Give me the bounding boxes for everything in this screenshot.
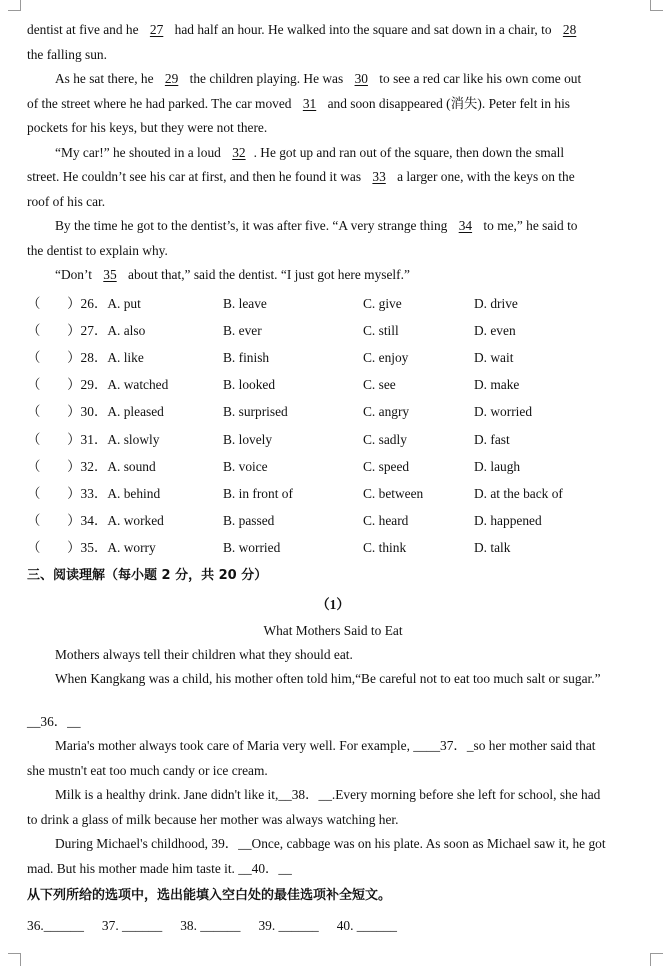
option-c: C. sadly: [363, 431, 407, 447]
option-b: B. leave: [223, 295, 267, 311]
numbered-blank: 32: [232, 144, 246, 160]
option-a: A. behind: [107, 485, 161, 501]
option-b: B. ever: [223, 322, 262, 338]
option-b: B. finish: [223, 349, 270, 365]
option-c: C. angry: [363, 404, 410, 420]
answer-blank: 38. ______: [180, 918, 241, 934]
option-a: A. like: [107, 349, 144, 365]
answer-blank: 40. ______: [336, 918, 397, 934]
text-run: the dentist to explain why.: [27, 242, 168, 258]
option-d: D. talk: [474, 540, 511, 556]
text-line: [27, 116, 639, 141]
line-gap: [27, 692, 639, 710]
question-label: （ ）32．: [27, 458, 108, 474]
option-b: B. lovely: [223, 431, 273, 447]
question-label: （ ）31．: [27, 431, 108, 447]
question-number: [27, 480, 223, 507]
text-run: By the time he got to the dentist’s, it was after five. “A very strange thing: [55, 218, 451, 233]
text-line: [27, 759, 639, 784]
section-title: 三、阅读理解（每小题 2 分，共 20 分）: [27, 567, 268, 583]
text-line: [27, 165, 639, 190]
option-c: C. heard: [363, 513, 409, 529]
text-line: [27, 67, 639, 92]
question-label: （ ）34．: [27, 513, 108, 529]
numbered-blank: 34: [458, 218, 473, 233]
question-number: [27, 290, 223, 317]
options-list: [27, 290, 639, 562]
text-run: “My car!” he shouted in a loud: [55, 144, 225, 160]
option-b: B. voice: [223, 458, 268, 474]
option-c: C. speed: [363, 458, 410, 474]
corner-mark: [650, 0, 663, 11]
text-line: [27, 239, 639, 264]
question-number: [27, 344, 223, 371]
option-a: A. watched: [107, 377, 169, 393]
text-line: [27, 832, 639, 857]
option-a: A. also: [107, 322, 146, 338]
text-run: “Don’t: [55, 267, 96, 282]
option-a: A. sound: [107, 458, 156, 474]
option-row: [27, 534, 639, 561]
corner-mark: [8, 953, 21, 966]
option-c: C. enjoy: [363, 349, 409, 365]
question-number: [27, 507, 223, 534]
question-number: [27, 398, 223, 425]
text-line: [27, 667, 639, 692]
text-run: pockets for his keys, but they were not there.: [27, 120, 268, 135]
text-line: [27, 92, 639, 117]
option-b: B. looked: [223, 377, 276, 393]
text-run: dentist at five and he: [27, 22, 142, 37]
option-c: C. between: [363, 485, 424, 501]
story-title: What Mothers Said to Eat: [263, 622, 403, 638]
option-row: [27, 317, 639, 344]
option-c: C. think: [363, 540, 407, 556]
option-d: D. drive: [474, 295, 518, 311]
text-run: to see a red car like his own come out: [375, 71, 582, 86]
text-line: [27, 734, 639, 759]
text-run: the children playing. He was: [186, 71, 347, 86]
text-line: [27, 263, 639, 288]
option-a: A. put: [107, 295, 141, 311]
option-b: B. in front of: [223, 485, 293, 501]
question-number: [27, 426, 223, 453]
question-label: （ ）26．: [27, 295, 108, 311]
text-line: [27, 857, 639, 882]
question-label: （ ）29．: [27, 377, 108, 393]
corner-mark: [8, 0, 21, 11]
option-a: A. worry: [107, 540, 156, 556]
option-d: D. fast: [474, 431, 510, 447]
option-b: B. worried: [223, 540, 281, 556]
text-line: [27, 643, 639, 668]
text-run: mad. But his mother made him taste it. __40．__: [27, 860, 292, 876]
option-row: [27, 426, 639, 453]
text-run: and soon disappeared (消失). Peter felt in his: [324, 95, 571, 111]
option-row: [27, 453, 639, 480]
question-number: [27, 371, 223, 398]
option-d: D. make: [474, 377, 520, 393]
question-number: [27, 317, 223, 344]
question-label: （ ）28．: [27, 349, 108, 365]
cloze-passage: [27, 18, 639, 288]
text-run: of the street where he had parked. The car moved: [27, 95, 295, 111]
option-b: B. passed: [223, 513, 275, 529]
option-c: C. give: [363, 295, 402, 311]
text-run: to me,” he said to: [480, 218, 578, 233]
option-b: B. surprised: [223, 404, 288, 420]
option-a: A. slowly: [107, 431, 160, 447]
text-run: When Kangkang was a child, his mother often told him,“Be careful not to eat too much salt or sugar.”: [55, 671, 601, 687]
text-run: During Michael's childhood, 39．__Once, cabbage was on his plate. As soon as Michael saw it, he got: [55, 836, 606, 852]
option-row: [27, 290, 639, 317]
numbered-blank: 28: [562, 22, 577, 37]
text-run: a larger one, with the keys on the: [393, 169, 575, 184]
question-number: [27, 534, 223, 561]
question-label: （ ）30．: [27, 404, 108, 420]
text-run: Mothers always tell their children what they should eat.: [55, 646, 353, 662]
text-line: [27, 710, 639, 735]
numbered-blank: 30: [354, 71, 368, 86]
text-line: [27, 18, 639, 43]
option-row: [27, 480, 639, 507]
numbered-blank: 27: [149, 22, 164, 37]
question-label: （ ）35．: [27, 540, 108, 556]
reading-passage: [27, 643, 639, 882]
option-d: D. laugh: [474, 458, 521, 474]
question-label: （ ）33．: [27, 485, 108, 501]
text-run: had half an hour. He walked into the square and sat down in a chair, to: [171, 22, 555, 37]
question-label: （ ）27．: [27, 322, 108, 338]
text-run: street. He couldn’t see his car at first, and then he found it was: [27, 169, 365, 184]
instruction: 从下列所给的选项中，选出能填入空白处的最佳选项补全短文。: [27, 888, 392, 904]
option-a: A. worked: [107, 513, 164, 529]
numbered-blank: 35: [103, 267, 117, 282]
text-line: [27, 783, 639, 808]
part-number: （1）: [316, 596, 350, 612]
text-run: As he sat there, he: [55, 71, 157, 86]
text-run: the falling sun.: [27, 46, 107, 62]
text-run: roof of his car.: [27, 193, 106, 209]
option-row: [27, 371, 639, 398]
answer-blank: 39. ______: [258, 918, 319, 934]
text-line: [27, 808, 639, 833]
option-row: [27, 398, 639, 425]
option-c: C. see: [363, 377, 396, 393]
numbered-blank: 29: [164, 71, 179, 86]
text-run: to drink a glass of milk because her mother was always watching her.: [27, 811, 399, 827]
text-line: [27, 43, 639, 68]
text-line: [27, 141, 639, 166]
option-d: D. worried: [474, 404, 533, 420]
answer-blank: 37. ______: [101, 918, 163, 934]
option-d: D. at the back of: [474, 485, 563, 501]
corner-mark: [650, 953, 663, 966]
text-run: Milk is a healthy drink. Jane didn't like it,__38．__.Every morning before she left for school, she had: [55, 787, 601, 803]
option-row: [27, 507, 639, 534]
option-a: A. pleased: [107, 404, 164, 420]
numbered-blank: 31: [302, 95, 317, 111]
option-d: D. wait: [474, 349, 514, 365]
text-run: she mustn't eat too much candy or ice cream.: [27, 762, 268, 778]
text-run: . He got up and ran out of the square, then down the small: [253, 144, 565, 160]
answer-blanks: [27, 912, 639, 940]
text-run: about that,” said the dentist. “I just got here myself.”: [124, 267, 410, 282]
option-c: C. still: [363, 322, 399, 338]
text-run: __36．__: [27, 713, 81, 729]
option-d: D. even: [474, 322, 516, 338]
option-d: D. happened: [474, 513, 542, 529]
document-page: [27, 18, 639, 940]
question-number: [27, 453, 223, 480]
text-line: [27, 214, 639, 239]
answer-blank: 36.______: [27, 918, 84, 934]
option-row: [27, 344, 639, 371]
numbered-blank: 33: [372, 169, 386, 184]
text-line: [27, 190, 639, 215]
text-run: Maria's mother always took care of Maria very well. For example, ____37．_so her mother said that: [55, 738, 596, 754]
